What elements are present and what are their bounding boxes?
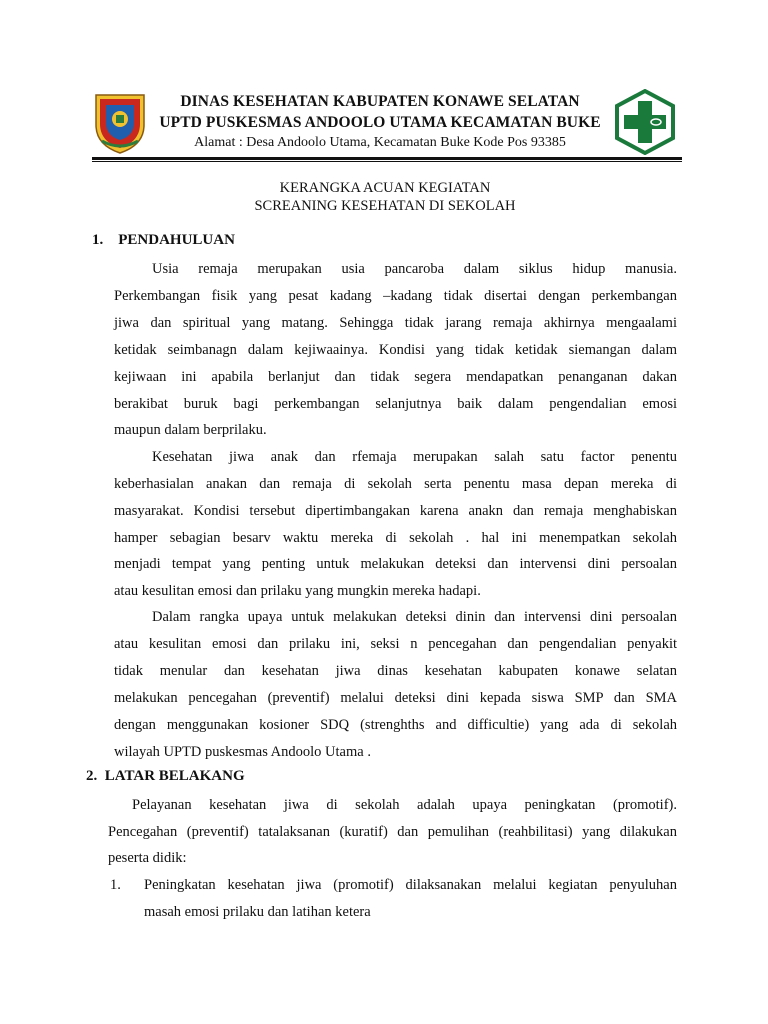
regency-emblem-icon [92,91,148,155]
section-number: 1. [92,232,104,248]
paragraph-line: ketidak seimbanagn dalam kejiwaainya. Kondisi yang tidak ketidak siemangan dalam [114,342,677,358]
paragraph-line: maupun dalam berprilaku. [114,422,267,438]
paragraph-line: menjadi tempat yang penting untuk melakukan deteksi dan intervensi dini persoalan [114,556,677,572]
puskesmas-name: UPTD PUSKESMAS ANDOOLO UTAMA KECAMATAN BUKE [159,114,601,131]
section-title: PENDAHULUAN [118,232,235,248]
document-subtitle: SCREANING KESEHATAN DI SEKOLAH [254,198,516,214]
paragraph-line: Kesehatan jiwa anak dan rfemaja merupakan salah satu factor penentu [152,449,677,465]
paragraph-line: kejiwaan ini apabila berlanjut dan tidak segera mendapatkan penanganan dakan [114,369,677,385]
agency-name: DINAS KESEHATAN KABUPATEN KONAWE SELATAN [180,93,580,110]
paragraph-line: Usia remaja merupakan usia pancaroba dalam siklus hidup manusia. [152,261,677,277]
address-line: Alamat : Desa Andoolo Utama, Kecamatan Buke Kode Pos 93385 [194,135,566,150]
section-title: LATAR BELAKANG [104,768,245,784]
letterhead-rule-thin [92,161,682,162]
paragraph-line: hamper sebagian besarv waktu mereka di sekolah . hal ini menempatkan sekolah [114,530,677,546]
paragraph-line: atau kesulitan emosi dan prilaku yang mungkin mereka hadapi. [114,583,481,599]
paragraph-line: dengan menggunakan kosioner SDQ (strenghths and difficultie) yang ada di sekolah [114,717,677,733]
paragraph-line: tidak menular dan kesehatan jiwa dinas kesehatan kabupaten konawe selatan [114,663,677,679]
letterhead-rule-thick [92,157,682,160]
document-title: KERANGKA ACUAN KEGIATAN [279,180,491,196]
section-2-heading [86,768,245,785]
list-item-line: masah emosi prilaku dan latihan ketera [144,904,371,920]
puskesmas-cross-icon [612,89,678,155]
paragraph-line: atau kesulitan emosi dan prilaku ini, seksi n pencegahan dan pengendalian penyakit [114,636,677,652]
paragraph-line: masyarakat. Kondisi tersebut dipertimbangakan karena anakn dan remaja menghabiskan [114,503,677,519]
paragraph-line: jiwa dan spiritual yang matang. Sehingga tidak jarang remaja akhirnya mengaalami [114,315,677,331]
section-1-heading [92,232,235,249]
paragraph-line: wilayah UPTD puskesmas Andoolo Utama . [114,744,371,760]
list-item-number: 1. [110,877,121,893]
section-number: 2. [86,768,98,784]
paragraph-line: Perkembangan fisik yang pesat kadang –kadang tidak disertai dengan perkembangan [114,288,677,304]
paragraph-line: keberhasialan anakan dan remaja di sekolah serta penentu masa depan mereka di [114,476,677,492]
list-item-line: Peningkatan kesehatan jiwa (promotif) dilaksanakan melalui kegiatan penyuluhan [144,877,677,893]
paragraph-line: Pencegahan (preventif) tatalaksanan (kuratif) dan pemulihan (reahbilitasi) yang dilakukan [108,824,677,840]
paragraph-line: Dalam rangka upaya untuk melakukan deteksi dinin dan intervensi dini persoalan [152,609,677,625]
paragraph-line: Pelayanan kesehatan jiwa di sekolah adalah upaya peningkatan (promotif). [132,797,677,813]
paragraph-line: peserta didik: [108,850,187,866]
paragraph-line: melakukan pencegahan (preventif) melalui deteksi dini kepada siswa SMP dan SMA [114,690,677,706]
paragraph-line: berakibat buruk bagi perkembangan selanjutnya baik dalam pengendalian emosi [114,396,677,412]
